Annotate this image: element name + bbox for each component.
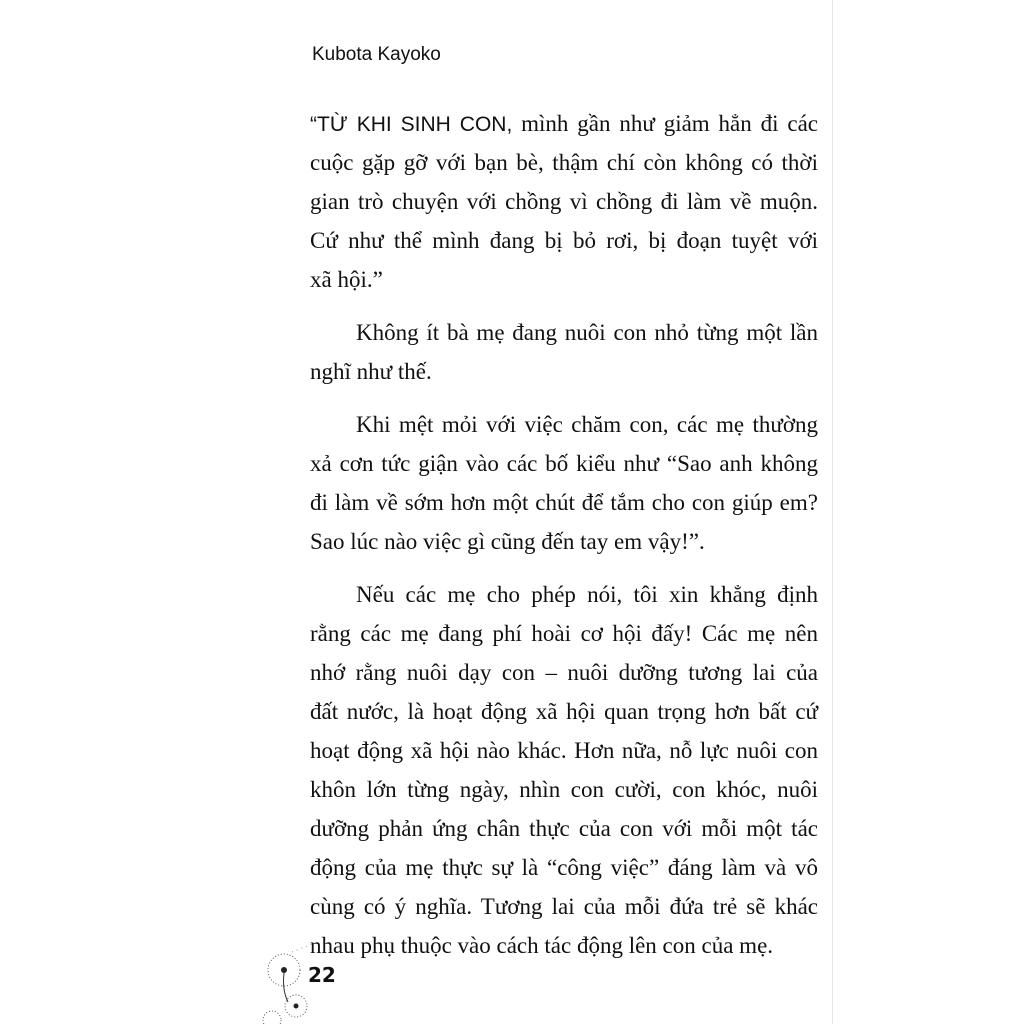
text-line: Khi mệt mỏi với việc chăm con, các mẹ thường xyxy=(356,412,818,437)
paragraph-gap xyxy=(310,299,818,313)
paragraph-gap xyxy=(310,561,818,575)
text-line: nhau phụ thuộc vào cách tác động lên con của mẹ. xyxy=(310,933,774,958)
text-line: “TỪ KHI SINH CON, mình gần như giảm hẳn đi các xyxy=(310,111,818,136)
text-line: rằng các mẹ đang phí hoài cơ hội đấy! Các mẹ nên xyxy=(310,621,818,646)
text-line: hoạt động xã hội nào khác. Hơn nữa, nỗ lực nuôi con xyxy=(310,738,818,763)
text-line: Không ít bà mẹ đang nuôi con nhỏ từng một lần xyxy=(356,320,818,345)
dandelion-decoration-icon xyxy=(262,940,312,1024)
text-line: động của mẹ thực sự là “công việc” đáng làm và vô xyxy=(310,855,818,880)
paragraph xyxy=(310,313,818,391)
text-line: cùng có ý nghĩa. Tương lai của mỗi đứa trẻ sẽ khác xyxy=(310,894,818,919)
paragraph xyxy=(310,575,818,965)
text-line: nghĩ như thế. xyxy=(310,359,432,384)
text-line: xã hội.” xyxy=(310,267,383,292)
text-line: Sao lúc nào việc gì cũng đến tay em vậy!”. xyxy=(310,529,705,554)
text-line: nhớ rằng nuôi dạy con – nuôi dưỡng tương lai của xyxy=(310,660,818,685)
page-number: 22 xyxy=(308,963,336,987)
text-line: xả cơn tức giận vào các bố kiểu như “Sao anh không xyxy=(310,451,818,476)
running-header-author: Kubota Kayoko xyxy=(312,44,441,65)
text-line: cuộc gặp gỡ với bạn bè, thậm chí còn không có thời xyxy=(310,150,818,175)
text-line: gian trò chuyện với chồng vì chồng đi làm về muộn. xyxy=(310,189,818,214)
text-line: Nếu các mẹ cho phép nói, tôi xin khẳng định xyxy=(356,582,818,607)
text-line: dưỡng phản ứng chân thực của con với mỗi một tác xyxy=(310,816,818,841)
text-line: Cứ như thể mình đang bị bỏ rơi, bị đoạn tuyệt với xyxy=(310,228,818,253)
text-line: đất nước, là hoạt động xã hội quan trọng hơn bất cứ xyxy=(310,699,818,724)
text-line: đi làm về sớm hơn một chút để tắm cho con giúp em? xyxy=(310,490,818,515)
paragraph-gap xyxy=(310,391,818,405)
paragraph xyxy=(310,104,818,299)
page-body-text xyxy=(310,104,818,965)
text-line: khôn lớn từng ngày, nhìn con cười, con khóc, nuôi xyxy=(310,777,818,802)
paragraph xyxy=(310,405,818,561)
